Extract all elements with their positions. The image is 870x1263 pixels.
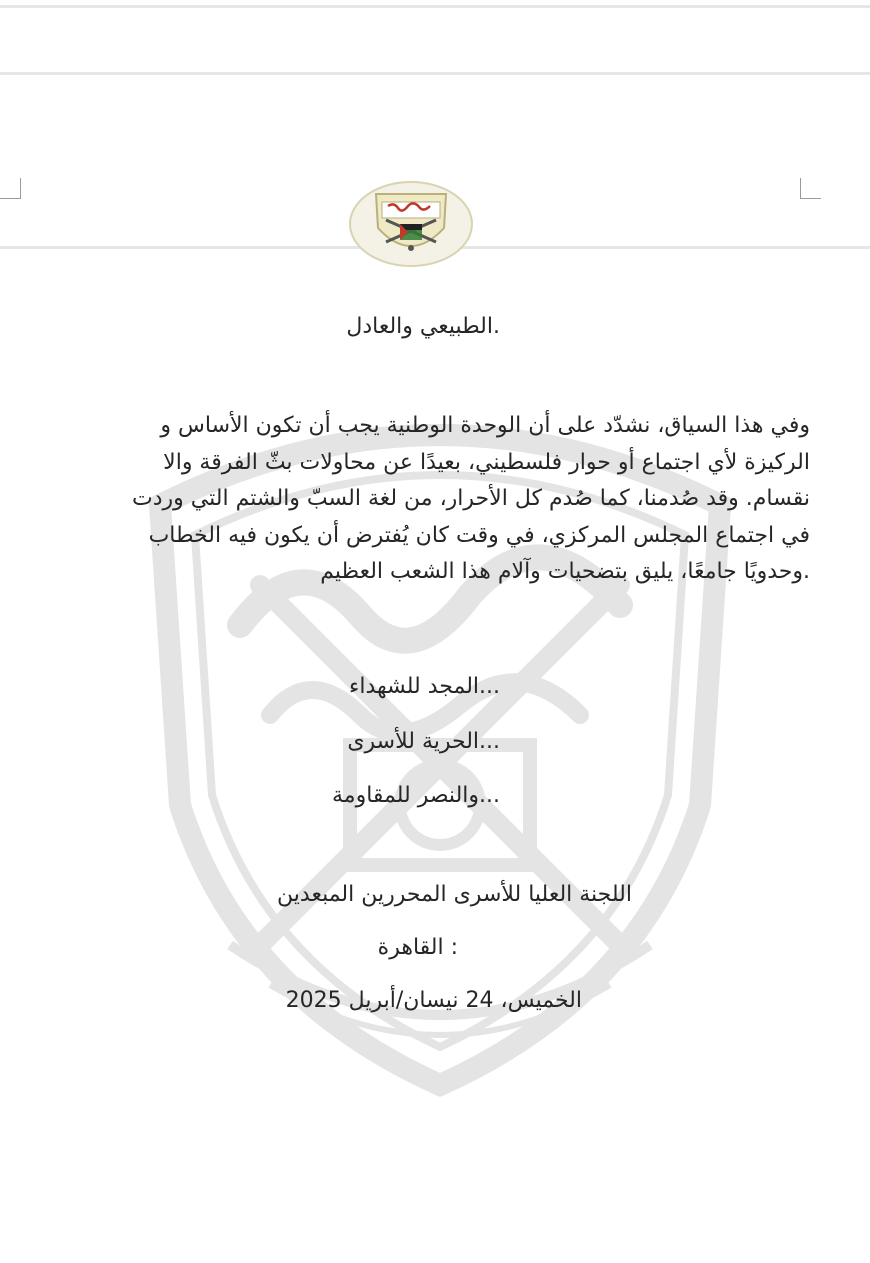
signature-city: : القاهرة <box>377 935 458 960</box>
body-paragraph <box>20 408 810 591</box>
slogan-line: ...الحرية للأسرى <box>347 729 500 754</box>
paragraph-line: وفي هذا السياق، نشدّد على أن الوحدة الوطنية يجب أن تكون الأساس و <box>160 413 810 438</box>
margin-corner-mark-right <box>800 178 821 199</box>
intro-line: .الطبيعي والعادل <box>346 314 500 339</box>
paragraph-line: في اجتماع المجلس المركزي، في وقت كان يُفترض أن يكون فيه الخطاب <box>148 522 810 548</box>
signature-date: الخميس، 24 نيسان/أبريل 2025 <box>285 988 582 1013</box>
page-separator-top <box>0 5 870 8</box>
paragraph-line: .وحدويًا جامعًا، يليق بتضحيات وآلام هذا الشعب العظيم <box>320 559 810 584</box>
margin-corner-mark-left <box>0 178 21 199</box>
fatah-emblem-icon <box>348 180 474 268</box>
paragraph-line: نقسام. وقد صُدمنا، كما صُدم كل الأحرار، من لغة السبّ والشتم التي وردت <box>132 486 810 511</box>
slogan-line: ...والنصر للمقاومة <box>331 783 500 808</box>
page-separator-middle <box>0 72 870 75</box>
signature-committee: اللجنة العليا للأسرى المحررين المبعدين <box>277 882 632 907</box>
paragraph-line: الركيزة لأي اجتماع أو حوار فلسطيني، بعيدًا عن محاولات بثّ الفرقة والا <box>163 449 810 475</box>
slogan-line: ...المجد للشهداء <box>348 674 500 699</box>
